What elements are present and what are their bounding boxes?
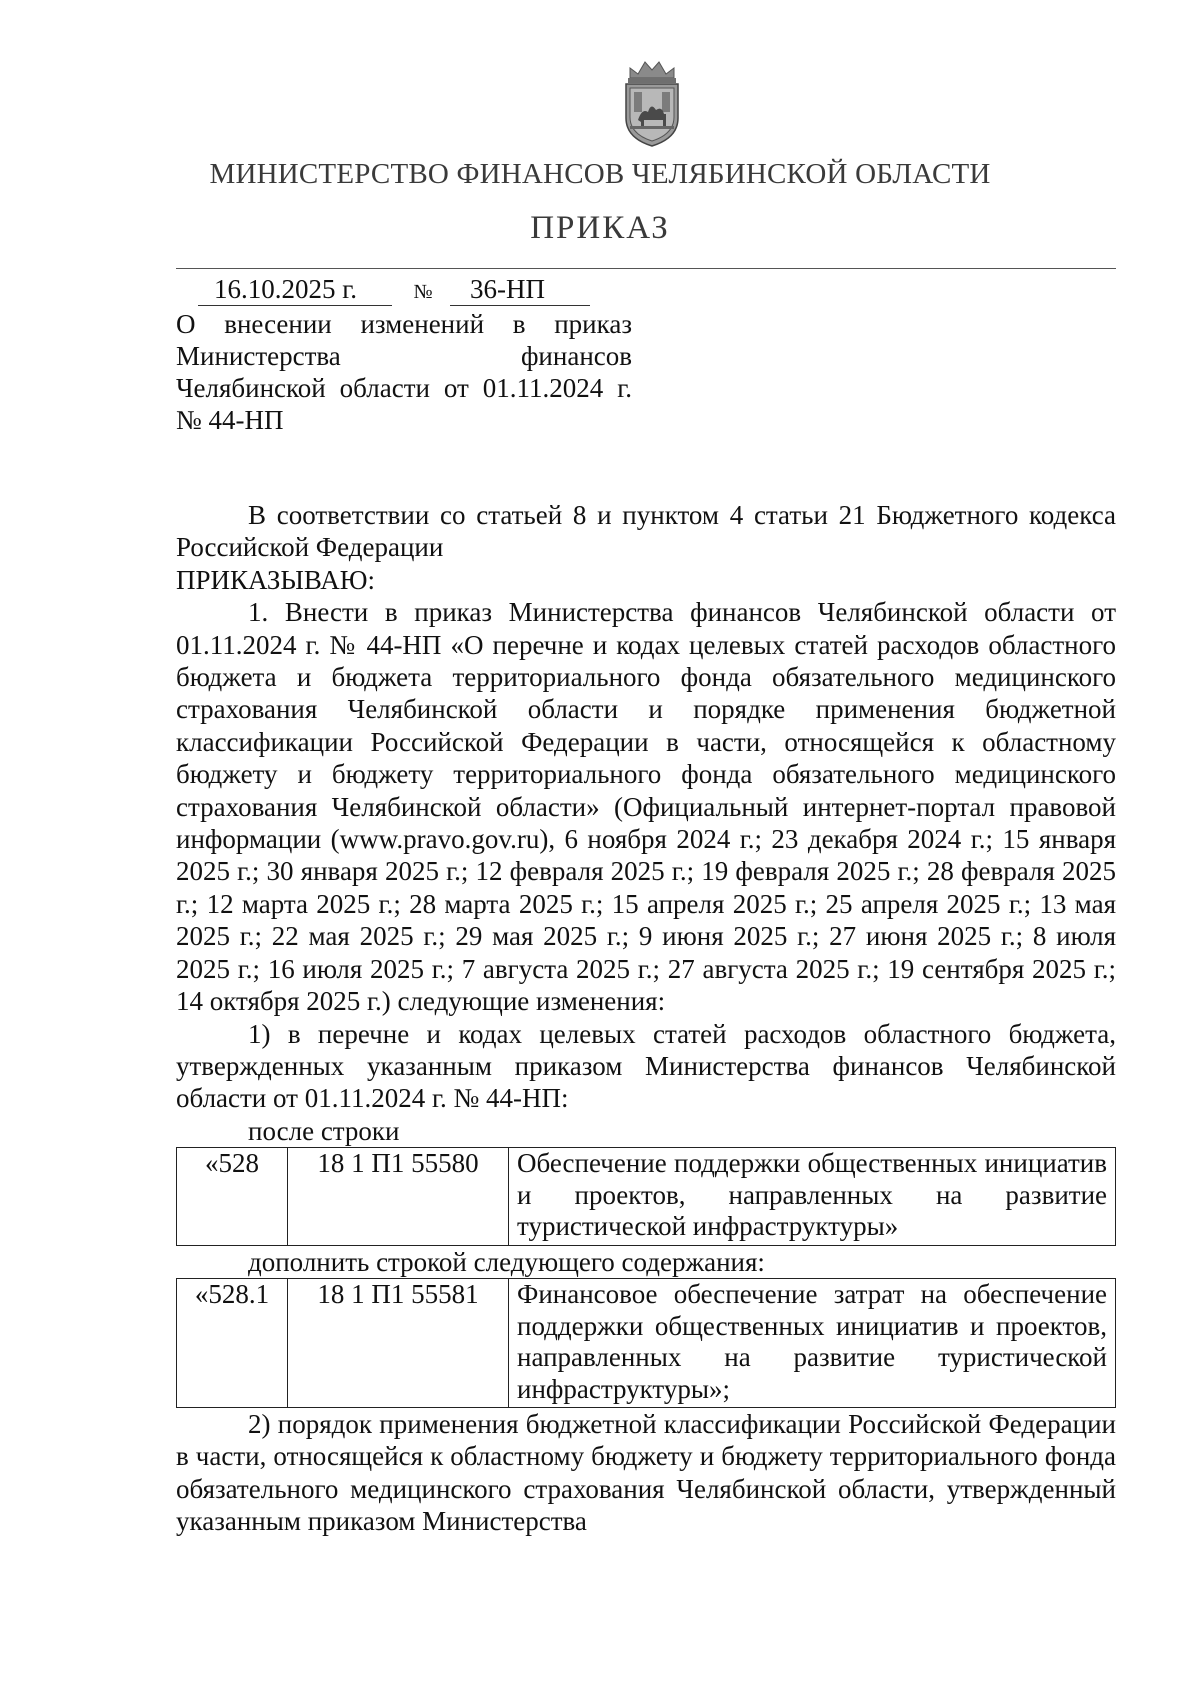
existing-row-table [176,1147,1116,1246]
date-number-line [198,274,590,306]
coat-of-arms-icon [616,58,688,148]
code-cell: 18 1 П1 55581 [288,1279,509,1408]
add-row-label: дополнить строкой следующего содержания: [248,1246,765,1277]
subject-line: № 44-НП [176,405,284,435]
row-number-cell: «528 [177,1148,288,1246]
order-date: 16.10.2025 г. [198,274,392,306]
subject-line: Министерства финансов [176,341,632,371]
order-directive: ПРИКАЗЫВАЮ: [176,564,375,595]
header-divider [176,268,1116,269]
description-cell: Обеспечение поддержки общественных инициатив и проектов, направленных на развитие туристической инфраструктуры» [509,1148,1116,1246]
order-subject [176,308,632,436]
document-type: ПРИКАЗ [530,210,670,246]
item-1-paragraph: 1. Внести в приказ Министерства финансов Челябинской области от 01.11.2024 г. № 44-НП «О перечне и кодах целевых статей расходов областного бюджета и бюджета территориального фонда обязательного медицинского страхования Челябинской области и порядке применения бюджетной классификации Российской Федерации в части, относящейся к областному бюджету и бюджету территориального фонда обязательного медицинского страхования Челябинской области» (Официальный интернет-портал правовой информации (www.pravo.gov.ru), 6 ноября 2024 г.; 23 декабря 2024 г.; 15 января 2025 г.; 30 января 2025 г.; 12 февраля 2025 г.; 19 февраля 2025 г.; 28 февраля 2025 г.; 12 марта 2025 г.; 28 марта 2025 г.; 15 апреля 2025 г.; 25 апреля 2025 г.; 13 мая 2025 г.; 22 мая 2025 г.; 29 мая 2025 г.; 9 июня 2025 г.; 27 июня 2025 г.; 8 июля 2025 г.; 16 июля 2025 г.; 7 августа 2025 г.; 27 августа 2025 г.; 19 сентября 2025 г.; 14 октября 2025 г.) следующие изменения: [176,597,1116,1017]
number-sign: № [413,281,433,303]
table-row [177,1148,1116,1246]
ministry-name: МИНИСТЕРСТВО ФИНАНСОВ ЧЕЛЯБИНСКОЙ ОБЛАСТИ [209,158,991,190]
row-number-cell: «528.1 [177,1279,288,1408]
subject-line: Челябинской области от 01.11.2024 г. [176,373,632,403]
order-body [176,499,1116,1538]
subitem-2-paragraph: 2) порядок применения бюджетной классификации Российской Федерации в части, относящейся к областному бюджету и бюджету территориального фонда обязательного медицинского страхования Челябинской области, утвержденный указанным приказом Министерства [176,1409,1116,1537]
preamble-paragraph: В соответствии со статьей 8 и пунктом 4 статьи 21 Бюджетного кодекса Российской Федерации [176,500,1116,563]
order-number: 36-НП [450,274,590,306]
new-row-table [176,1278,1116,1408]
table-row [177,1279,1116,1408]
subitem-1-paragraph: 1) в перечне и кодах целевых статей расходов областного бюджета, утвержденных указанным приказом Министерства финансов Челябинской области от 01.11.2024 г. № 44-НП: [176,1018,1116,1114]
subject-line: О внесении изменений в приказ [176,309,632,339]
code-cell: 18 1 П1 55580 [288,1148,509,1246]
description-cell: Финансовое обеспечение затрат на обеспечение поддержки общественных инициатив и проектов, направленных на развитие туристической инфраструктуры»; [509,1279,1116,1408]
after-row-label: после строки [248,1115,400,1146]
